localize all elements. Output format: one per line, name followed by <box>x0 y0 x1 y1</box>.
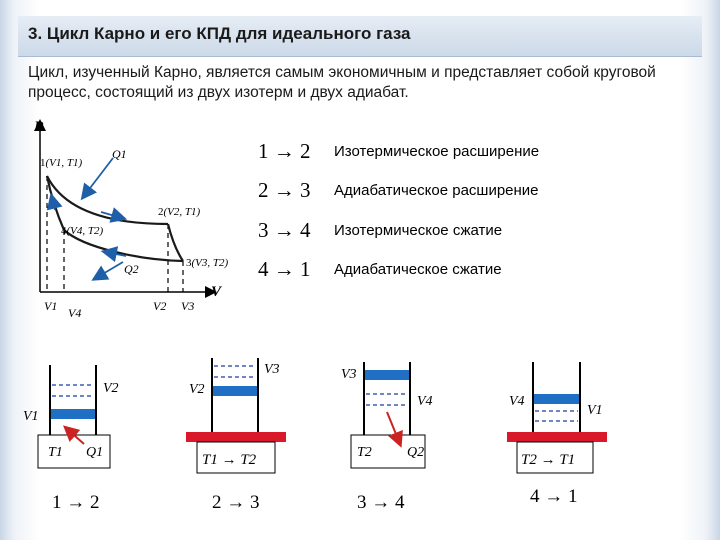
piston <box>365 370 409 380</box>
q2-label: Q2 <box>124 262 139 276</box>
intro-text: Цикл, изученный Карно, является самым экономичным и представляет собой круговой процесс, состоящий из двух изотерм и двух адиабат. <box>28 64 656 101</box>
stage-4-temperature: T2 → T1 <box>521 452 576 468</box>
stage-1-transition: 1 → 2 <box>52 492 100 513</box>
stage-3-v3: V3 <box>341 367 357 382</box>
tick-v3: V3 <box>181 299 195 313</box>
process-description: Изотермическое сжатие <box>334 222 503 239</box>
stage-3-4 <box>341 362 433 513</box>
process-transition: 4 → 1 <box>258 257 311 281</box>
stage-4-1 <box>507 362 607 507</box>
v-axis-label: V <box>211 284 222 300</box>
stage-2-transition: 2 → 3 <box>212 492 260 513</box>
stage-4-v1: V1 <box>587 403 603 418</box>
piston <box>534 394 579 404</box>
stage-3-transition: 3 → 4 <box>357 492 405 513</box>
process-description: Изотермическое расширение <box>334 143 540 160</box>
tick-v2: V2 <box>153 299 167 313</box>
stage-2-v2: V2 <box>189 382 205 397</box>
process-description: Адиабатическое сжатие <box>334 261 502 278</box>
isotherm-1-2 <box>47 176 168 224</box>
q1-label: Q1 <box>112 147 127 161</box>
p-axis-label: P <box>34 119 44 135</box>
q2-arrow <box>96 262 123 278</box>
piston <box>213 386 257 396</box>
stage-1-v2: V2 <box>103 381 119 396</box>
stage-3-q2: Q2 <box>407 445 425 460</box>
stage-4-v4: V4 <box>509 394 525 409</box>
tick-v4: V4 <box>68 306 82 320</box>
insulating-plate <box>507 432 607 442</box>
process-transition: 1 → 2 <box>258 139 311 163</box>
insulating-plate <box>186 432 286 442</box>
stage-2-v3: V3 <box>264 362 280 377</box>
process-transition: 2 → 3 <box>258 178 311 202</box>
stage-2-temperature: T1 → T2 <box>202 452 257 468</box>
stage-2-3 <box>186 358 286 513</box>
slide-title: 3. Цикл Карно и его КПД для идеального газа <box>28 24 411 43</box>
stage-4-transition: 4 → 1 <box>530 486 578 507</box>
stage-1-v1: V1 <box>23 409 39 424</box>
stage-1-q1: Q1 <box>86 445 104 460</box>
stage-3-t2: T2 <box>357 445 372 460</box>
stage-1-2 <box>23 365 119 513</box>
tick-v1: V1 <box>44 299 58 313</box>
state-1-label: 1(V1, T1) <box>40 157 83 169</box>
adiabat-2-3 <box>168 224 183 261</box>
pv-graph <box>34 119 229 320</box>
process-description: Адиабатическое расширение <box>334 182 539 199</box>
state-2-label: 2(V2, T1) <box>158 206 201 218</box>
process-transition: 3 → 4 <box>258 218 311 242</box>
adiabat-4-1 <box>47 176 64 230</box>
q1-arrow <box>84 158 113 196</box>
piston <box>51 409 95 419</box>
stage-3-v4: V4 <box>417 394 433 409</box>
stage-1-t1: T1 <box>48 445 63 460</box>
state-3-label: 3(V3, T2) <box>186 257 229 269</box>
state-4-label: 4(V4, T2) <box>61 225 104 237</box>
